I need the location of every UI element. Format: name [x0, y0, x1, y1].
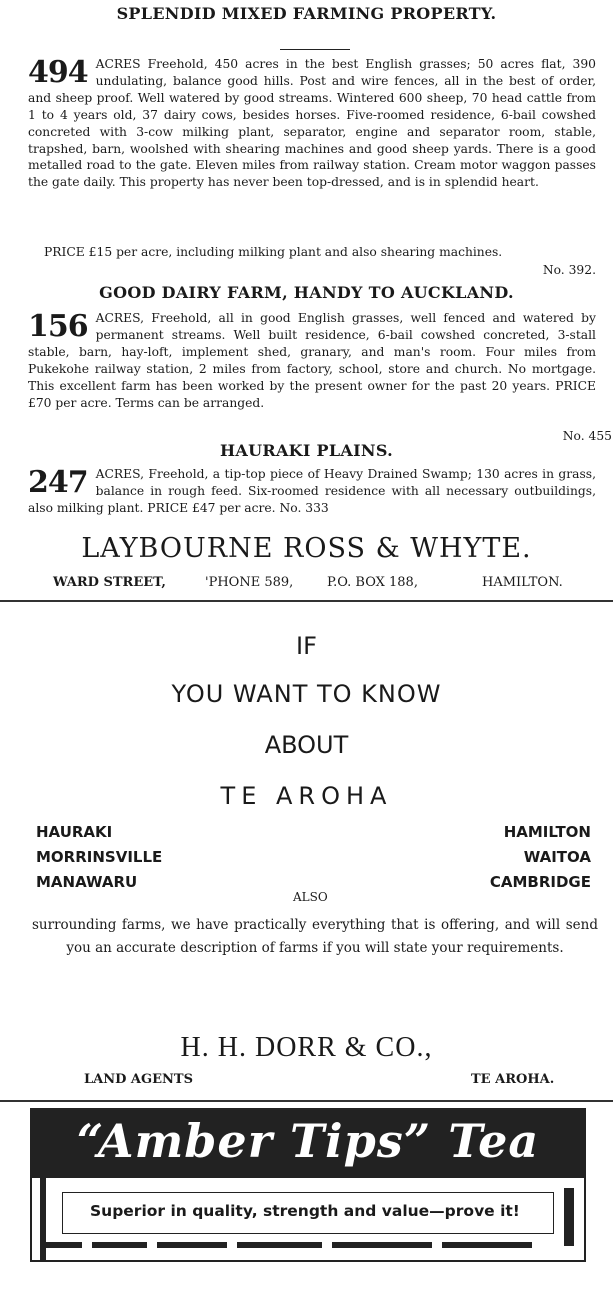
town-item: HAMILTON [503, 823, 591, 841]
tea-side-bar [40, 1110, 46, 1260]
tea-dash [332, 1242, 432, 1248]
listing-ref: No. 455 [562, 429, 612, 443]
town-item: CAMBRIDGE [489, 873, 591, 891]
divider [280, 49, 350, 50]
address-box: P.O. BOX 188, [327, 575, 418, 590]
listing-text: ACRES, Freehold, all in good English grasses, well fenced and watered by permanent streams. Well built residence, 6-bail cowshed concreted, 3-stall stable, barn, hay-loft, implement shed, granary, and man's room. Four miles from Pukekohe railway station, 2 miles from factory, school, store and church. No mortgage. This excellent farm has been worked by the present owner for the past 20 years. PRICE £70 per acre. Terms can be arranged. [28, 311, 596, 410]
address-phone: 'PHONE 589, [205, 575, 294, 590]
ad-border [0, 600, 613, 602]
ad2-line-want: YOU WANT TO KNOW [171, 680, 442, 708]
ad2-line-about: ABOUT [264, 731, 349, 759]
tea-dash [42, 1242, 82, 1248]
listing-number: 494 [28, 55, 88, 90]
tea-side-bar [564, 1188, 574, 1246]
ad1-subtitle-hauraki: HAURAKI PLAINS. [219, 441, 393, 460]
towns-left [36, 820, 162, 895]
ad2-line-if: IF [296, 632, 317, 660]
town-item: WAITOA [523, 848, 591, 866]
listing-price: PRICE £15 per acre, including milking plant and also shearing machines. [44, 245, 503, 259]
listing-text: ACRES, Freehold, a tip-top piece of Heavy Drained Swamp; 130 acres in grass, balance in rough feed. Six-roomed residence with all necessary outbuildings, also milking plant. PRICE £47 per acre. No. 333 [28, 467, 596, 515]
tea-dash [157, 1242, 227, 1248]
ad1-subtitle-dairy: GOOD DAIRY FARM, HANDY TO AUCKLAND. [99, 283, 514, 302]
tea-dash [92, 1242, 147, 1248]
listing-156 [28, 310, 596, 411]
ad2-agent: H. H. DORR & CO., [180, 1032, 433, 1063]
town-item: MORRINSVILLE [36, 848, 163, 866]
tea-brand: “Amber Tips” Tea [76, 1114, 540, 1168]
listing-247 [28, 466, 596, 517]
listing-number: 247 [28, 465, 88, 500]
listing-494 [28, 56, 596, 191]
tea-dash [442, 1242, 532, 1248]
ad2-role: LAND AGENTS [84, 1072, 193, 1087]
ad2-town: TE AROHA. [471, 1072, 555, 1087]
ad1-agent: LAYBOURNE ROSS & WHYTE. [81, 533, 532, 564]
ad2-also: ALSO [293, 890, 328, 904]
tea-dash [237, 1242, 322, 1248]
towns-right [490, 820, 591, 895]
address-street: WARD STREET, [53, 575, 166, 590]
listing-text: ACRES Freehold, 450 acres in the best English grasses; 50 acres flat, 390 undulating, balance good hills. Post and wire fences, all in the best of order, and sheep proof. Well watered by good streams. Wintered 600 sheep, 70 head cattle from 1 to 4 years old, 37 dairy cows, besides horses. Five-roomed residence, 6-bail cowshed concreted with 3-cow milking plant, separator, engine and separator room, stable, trapshed, barn, woolshed with shearing machines and good sheep yards. There is a good metalled road to the gate. Eleven miles from railway station. Cream motor waggon passes the gate daily. This property has never been top-dressed, and is in splendid heart. [28, 57, 596, 190]
listing-ref: No. 392. [542, 263, 596, 277]
address-town: HAMILTON. [482, 575, 563, 590]
town-item: HAURAKI [36, 823, 113, 841]
ad-border [0, 1100, 613, 1102]
ad2-body: surrounding farms, we have practically everything that is offering, and will send you an accurate description of farms if you will state your requirements. [32, 917, 598, 956]
ad2-line-te-aroha: TE AROHA [220, 782, 393, 810]
town-item: MANAWARU [36, 873, 138, 891]
tea-brand-wrap [32, 1114, 584, 1168]
listing-number: 156 [28, 309, 88, 344]
tea-tagline: Superior in quality, strength and value—prove it! [90, 1202, 520, 1220]
tea-advert [30, 1108, 586, 1262]
ad1-title: SPLENDID MIXED FARMING PROPERTY. [116, 4, 497, 23]
